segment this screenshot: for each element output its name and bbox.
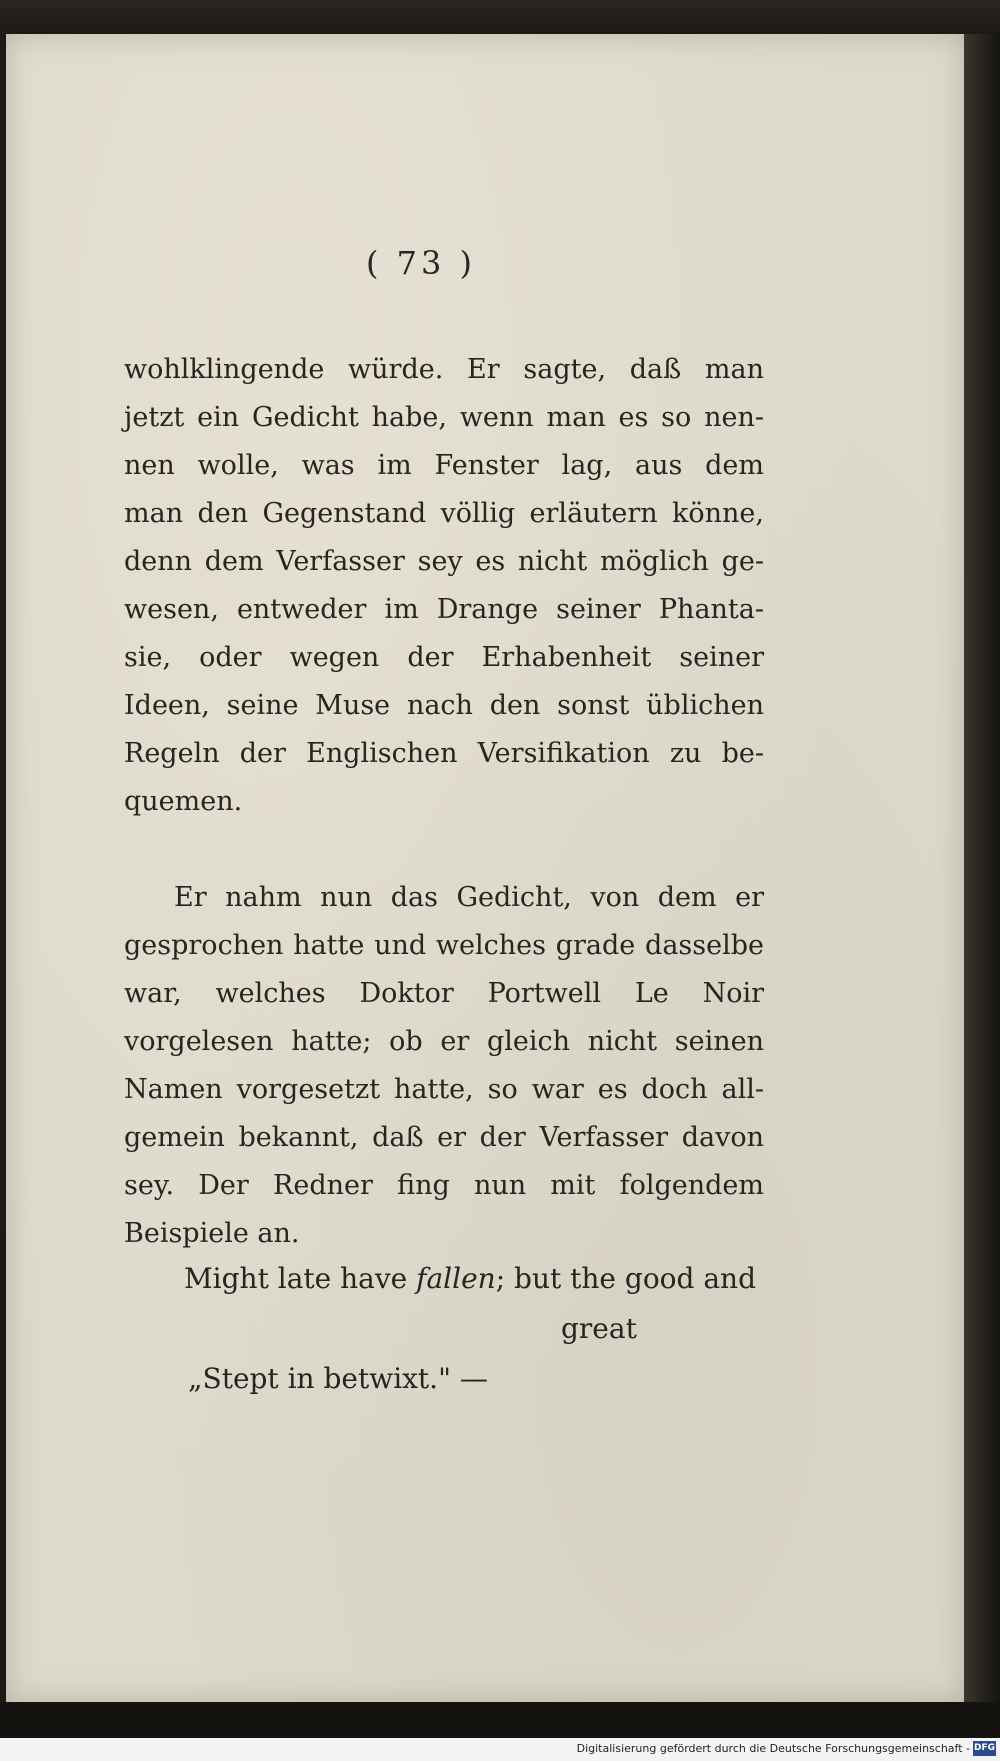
scan-right-border [964,34,1000,1702]
text-line: Namen vorgesetzt hatte, so war es doch all- [124,1074,764,1105]
paragraph-1 [124,346,764,826]
text-line: Beispiele an. [124,1218,300,1249]
verse-line-1-end: ; but the good and [495,1262,757,1295]
text-line: jetzt ein Gedicht habe, wenn man es so nen- [124,402,764,433]
text-line: wesen, entweder im Drange seiner Phanta- [124,594,764,625]
book-page [6,34,964,1702]
page-number: ( 73 ) [366,244,477,282]
text-line: man den Gegenstand völlig erläutern könne, [124,498,764,529]
text-line: sie, oder wegen der Erhabenheit seiner [124,642,764,673]
verse-line-3: „Stept in betwixt." — [188,1362,488,1395]
verse-line-1-start: Might late have [184,1262,417,1295]
text-line: wohlklingende würde. Er sagte, daß man [124,354,764,385]
text-line: quemen. [124,786,243,817]
scan-top-border [0,0,1000,34]
paragraph-2 [124,874,764,1258]
text-line: vorgelesen hatte; ob er gleich nicht seinen [124,1026,764,1057]
text-line: Regeln der Englischen Versifikation zu be- [124,738,764,769]
scan-bottom-border [0,1702,1000,1738]
text-line: gesprochen hatte und welches grade dasselbe [124,930,764,961]
verse-line-1 [184,1262,756,1295]
text-line: sey. Der Redner fing nun mit folgendem [124,1170,764,1201]
text-line: Er nahm nun das Gedicht, von dem er [174,882,764,913]
digitization-credit: Digitalisierung gefördert durch die Deutsche Forschungsgemeinschaft - [576,1742,970,1755]
text-line: war, welches Doktor Portwell Le Noir [124,978,764,1009]
text-line: denn dem Verfasser sey es nicht möglich ge- [124,546,764,577]
digitization-footer [0,1738,1000,1761]
text-line: nen wolle, was im Fenster lag, aus dem [124,450,764,481]
text-line: gemein bekannt, daß er der Verfasser davon [124,1122,764,1153]
text-line: Ideen, seine Muse nach den sonst üblichen [124,690,764,721]
verse-line-2: great [561,1312,637,1345]
dfg-logo: DFG [973,1741,996,1756]
verse-italic-word: fallen [416,1262,496,1295]
